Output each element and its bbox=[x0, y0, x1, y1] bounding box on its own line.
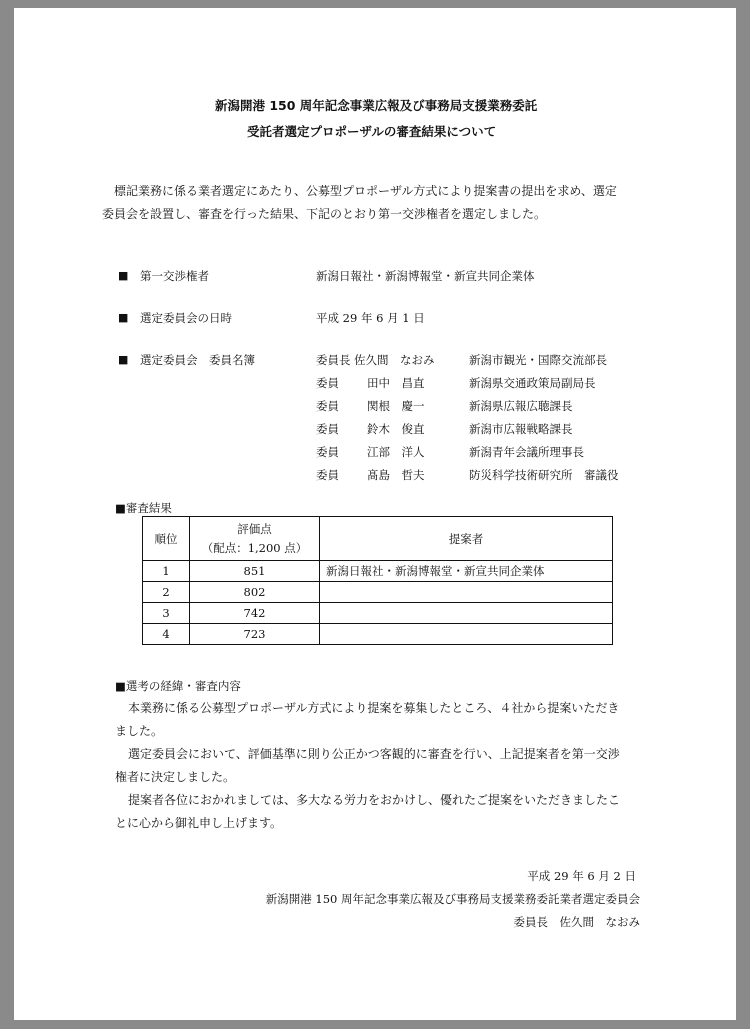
member-affiliation: 防災科学技術研究所 審議役 bbox=[469, 468, 619, 482]
member-name: 髙島 哲夫 bbox=[367, 468, 425, 482]
member-affiliation: 新潟県交通政策局副局長 bbox=[469, 376, 596, 390]
score-cell: 742 bbox=[190, 603, 320, 624]
proposer-cell: 新潟日報社・新潟博報堂・新宣共同企業体 bbox=[320, 561, 613, 582]
member-role: 委員 bbox=[316, 376, 339, 390]
process-p1-line2: ました。 bbox=[115, 724, 164, 738]
process-p2-line1: 選定委員会において、評価基準に則り公正かつ客観的に審査を行い、上記提案者を第一交渉 bbox=[128, 747, 620, 761]
process-p3-line1: 提案者各位におかれましては、多大なる労力をおかけし、優れたご提案をいただきましたこ bbox=[128, 793, 621, 807]
table-row bbox=[143, 624, 613, 645]
table-row bbox=[143, 561, 613, 582]
member-name: 佐久間 なおみ bbox=[354, 353, 435, 367]
bullet-icon: ■ bbox=[118, 269, 129, 282]
table-row bbox=[143, 603, 613, 624]
process-heading: ■選考の経緯・審査内容 bbox=[115, 679, 241, 693]
rank-cell: 4 bbox=[143, 624, 190, 645]
committee-date-value: 平成 29 年 6 月 1 日 bbox=[316, 311, 425, 325]
results-header-row bbox=[143, 517, 613, 561]
document-page bbox=[14, 8, 736, 1020]
rank-cell: 3 bbox=[143, 603, 190, 624]
results-heading: ■審査結果 bbox=[115, 501, 172, 515]
proposer-cell bbox=[320, 603, 613, 624]
table-row bbox=[143, 582, 613, 603]
process-p3-line2: とに心から御礼申し上げます。 bbox=[115, 816, 283, 830]
negotiator-value: 新潟日報社・新潟博報堂・新宣共同企業体 bbox=[316, 269, 535, 283]
signature-organization: 新潟開港 150 周年記念事業広報及び事務局支援業務委託業者選定委員会 bbox=[265, 892, 640, 906]
signature-date: 平成 29 年 6 月 2 日 bbox=[527, 869, 636, 883]
process-p1-line1: 本業務に係る公募型プロポーザル方式により提案を募集したところ、４社から提案いただき bbox=[128, 701, 620, 715]
member-name: 江部 洋人 bbox=[367, 445, 425, 459]
score-header-note: （配点：1,200 点） bbox=[201, 541, 308, 555]
rank-cell: 2 bbox=[143, 582, 190, 603]
score-cell: 723 bbox=[190, 624, 320, 645]
proposer-cell bbox=[320, 624, 613, 645]
signature-chair: 委員長 佐久間 なおみ bbox=[513, 915, 640, 929]
score-header-label: 評価点 bbox=[237, 522, 272, 536]
member-name: 田中 昌直 bbox=[367, 376, 425, 390]
process-p2-line2: 権者に決定しました。 bbox=[115, 770, 236, 784]
member-name: 鈴木 俊直 bbox=[367, 422, 425, 436]
results-table bbox=[142, 516, 613, 645]
member-affiliation: 新潟青年会議所理事長 bbox=[469, 445, 584, 459]
intro-line2: 委員会を設置し、審査を行った結果、下記のとおり第一交渉権者を選定しました。 bbox=[102, 207, 547, 221]
bullet-icon: ■ bbox=[118, 353, 129, 366]
document-title-line1: 新潟開港 150 周年記念事業広報及び事務局支援業務委託 bbox=[215, 98, 538, 113]
intro-line1: 標記業務に係る業者選定にあたり、公募型プロポーザル方式により提案書の提出を求め、選定 bbox=[114, 184, 617, 198]
proposer-column-header: 提案者 bbox=[320, 517, 613, 561]
member-affiliation: 新潟県広報広聴課長 bbox=[469, 399, 573, 413]
proposer-cell bbox=[320, 582, 613, 603]
committee-members-label: 選定委員会 委員名簿 bbox=[140, 353, 255, 367]
member-role: 委員長 bbox=[316, 353, 351, 367]
rank-column-header: 順位 bbox=[143, 517, 190, 561]
bullet-icon: ■ bbox=[118, 311, 129, 324]
committee-date-label: 選定委員会の日時 bbox=[140, 311, 232, 325]
score-column-header bbox=[190, 517, 320, 561]
member-role: 委員 bbox=[316, 468, 339, 482]
rank-cell: 1 bbox=[143, 561, 190, 582]
member-name: 関根 慶一 bbox=[367, 399, 425, 413]
document-title-line2: 受託者選定プロポーザルの審査結果について bbox=[247, 124, 497, 139]
score-cell: 851 bbox=[190, 561, 320, 582]
member-affiliation: 新潟市観光・国際交流部長 bbox=[469, 353, 607, 367]
member-affiliation: 新潟市広報戦略課長 bbox=[469, 422, 573, 436]
score-cell: 802 bbox=[190, 582, 320, 603]
member-role: 委員 bbox=[316, 422, 339, 436]
member-role: 委員 bbox=[316, 445, 339, 459]
member-role: 委員 bbox=[316, 399, 339, 413]
negotiator-label: 第一交渉権者 bbox=[140, 269, 209, 283]
